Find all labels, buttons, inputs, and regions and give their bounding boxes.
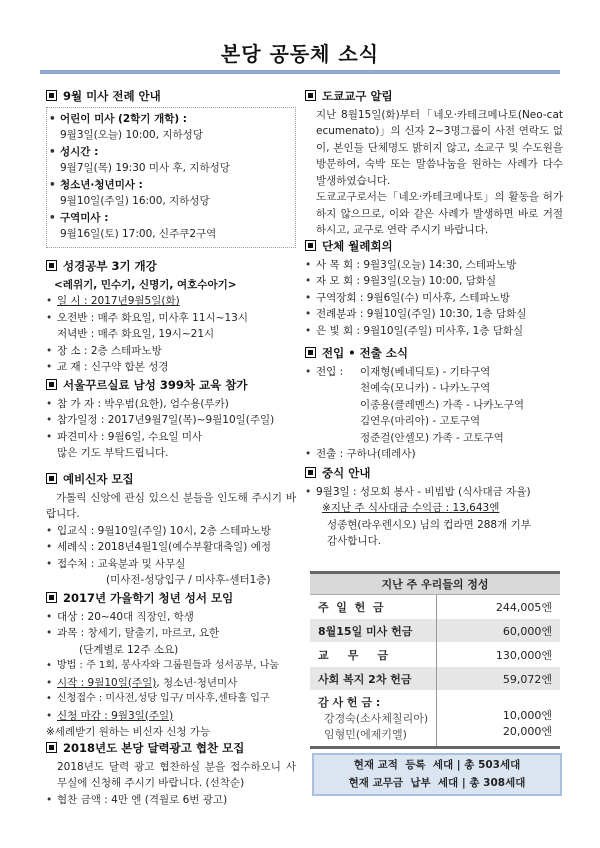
youth-item xyxy=(46,691,296,708)
offering-row xyxy=(310,667,560,691)
mass-item-detail: 9월16일(토) 17:00, 신주쿠2구역 xyxy=(60,228,217,240)
section-tokyo-notice xyxy=(305,88,563,239)
offering-label: 8월15일 미사 헌금 xyxy=(310,619,437,643)
thanks-offering-values xyxy=(437,691,560,748)
transfer-in: • 전입 : 이재형(베네딕토) - 기타구역 xyxy=(305,364,563,381)
heading-text: 9월 미사 전례 안내 xyxy=(63,89,161,103)
transfer-entry: 이종용(클레멘스) 가족 - 나카노구역 xyxy=(360,398,524,411)
item-label: 오전반 xyxy=(57,311,88,324)
mass-item-detail: 9월10일(주일) 16:00, 지하성당 xyxy=(60,195,210,207)
square-bullet-icon xyxy=(46,592,57,603)
catechumen-item xyxy=(46,539,296,556)
mass-box xyxy=(46,107,296,248)
item-value: : 창세기, 탈출기, 마르코, 요한 xyxy=(80,627,220,639)
offerings-title: 지난 주 우리들의 정성 xyxy=(310,573,560,595)
household-count-box xyxy=(312,753,562,796)
item-value: : 9월10일(주일) xyxy=(80,676,157,689)
section-bible-study xyxy=(46,258,296,376)
item-label: 신청 마감 xyxy=(57,709,101,722)
transfer-entry: 김연우(마리아) - 고토구역 xyxy=(360,415,481,427)
registered-households: 현재 교적 등록 세대 | 총 503세대 xyxy=(353,759,521,771)
item-label: 은 빛 회 xyxy=(316,324,354,337)
calendar-text: 2018년도 달력 광고 협찬하실 분을 접수하오니 사무실에 신청해 주시기 바랍니다. (선착순) xyxy=(57,760,296,789)
offering-label: 교 무 금 xyxy=(310,643,437,667)
heading-text: 예비신자 모집 xyxy=(63,472,134,486)
mass-item-label: • 청소년·청년미사 : xyxy=(49,177,291,194)
heading-text: 도쿄교구 알림 xyxy=(322,89,393,103)
meeting-item xyxy=(305,273,563,290)
square-bullet-icon xyxy=(305,467,316,478)
square-bullet-icon xyxy=(46,379,57,390)
tokyo-text-1: 지난 8월15일(화)부터「네오·카테크메나토(Neo-catecumenato)」의 신자 2~3명그룹이 사전 연락도 없이, 본인들 단체명도 밝히지 않고, 소교구 및 수도원을 방문하여, 숙박 또는 말씀나눔을 원하는 사례가 다수 발생하였습니다. xyxy=(316,108,563,187)
cursillo-note: 많은 기도 부탁드립니다. xyxy=(57,447,169,459)
section-catechumen xyxy=(46,471,296,589)
mass-item-label: • 어린이 미사 (2학기 개학) : xyxy=(49,111,291,128)
item-value: : 20~40대 직장인, 학생 xyxy=(80,610,194,623)
calendar-item: • 협찬 금액 : 4만 엔 (격월로 6번 광고) xyxy=(46,792,296,809)
bible-item xyxy=(46,310,296,327)
square-bullet-icon xyxy=(46,473,57,484)
mass-item-detail: 9월3일(오늘) 10:00, 지하성당 xyxy=(60,129,203,141)
item-label: 파견미사 xyxy=(57,430,98,443)
section-calendar-ad xyxy=(46,740,296,808)
item-label: 자 모 회 xyxy=(316,275,354,287)
item-label: 시작 xyxy=(57,676,78,689)
item-value: : 9월6일(수) 미사후, 스테파노방 xyxy=(359,291,510,304)
youth-item xyxy=(46,658,296,675)
mass-item-label: • 구역미사 : xyxy=(49,210,291,227)
item-label: 참가일정 xyxy=(57,414,98,426)
offering-value: 60,000엔 xyxy=(437,619,560,643)
meeting-item xyxy=(305,290,563,307)
catechumen-intro: 가톨릭 신앙에 관심 있으신 분들을 인도해 주시기 바랍니다. xyxy=(46,491,296,520)
item-label: 참 가 자 xyxy=(57,397,95,410)
item-label: 입교식 xyxy=(57,524,88,537)
bible-item xyxy=(46,293,296,310)
offerings-table xyxy=(310,571,560,749)
item-value: : 9월3일(오늘) 14:30, 스테파노방 xyxy=(356,258,517,271)
catechumen-item-cont: (미사전-성당입구 / 미사후-센터1층) xyxy=(106,574,271,586)
section-heading xyxy=(46,590,296,607)
item-label: 장 소 xyxy=(57,344,81,357)
meeting-item xyxy=(305,323,563,340)
item-value: : 9월6일, 수요일 미사 xyxy=(100,430,203,443)
paying-households: 현재 교무금 납부 세대 | 총 308세대 xyxy=(348,777,526,789)
donor-name: 강경숙(소사체칠리아) xyxy=(324,712,429,725)
item-label: 방법 xyxy=(57,660,77,671)
thanks-offering-cell xyxy=(310,691,437,748)
heading-text: 2017년 가을학기 청년 성서 모임 xyxy=(63,591,234,605)
item-label: 구역장회 xyxy=(316,291,357,304)
donor-name: 임형민(에제키엘) xyxy=(324,728,407,741)
cursillo-item xyxy=(46,429,296,446)
youth-item xyxy=(46,708,296,725)
item-label: 저녁반 xyxy=(57,328,88,340)
transfer-entry: 이재형(베네딕토) - 기타구역 xyxy=(360,365,491,378)
item-label: 일 시 xyxy=(57,295,81,307)
title-divider xyxy=(40,70,560,74)
item-value: : 박우범(요한), 엄수용(루카) xyxy=(97,397,229,410)
mass-item-detail: 9월7일(목) 19:30 미사 후, 지하성당 xyxy=(60,162,230,174)
item-label: 전입 xyxy=(316,365,337,378)
item-label: 접수처 xyxy=(57,557,88,570)
item-extra: , 청소년·청년미사 xyxy=(156,676,238,689)
heading-text: 전입 • 전출 소식 xyxy=(322,346,409,360)
transfer-entry: 정준걸(안셀모) 가족 - 고토구역 xyxy=(360,431,504,444)
section-mass-schedule xyxy=(46,88,296,248)
offering-row xyxy=(310,619,560,643)
item-label: 신청접수 xyxy=(57,693,96,704)
item-value: : 9월3일(오늘) 10:00, 담화실 xyxy=(356,275,497,287)
youth-item xyxy=(46,609,296,626)
transfer-out: • 전출 : 구하나(데레사) xyxy=(305,446,563,463)
item-value: : 9월3일(주일) xyxy=(104,709,174,722)
bible-item xyxy=(46,343,296,360)
section-meetings xyxy=(305,238,563,339)
item-value: : 2017년9월7일(목)~9월10일(주일) xyxy=(100,414,275,426)
square-bullet-icon xyxy=(46,260,57,271)
square-bullet-icon xyxy=(305,347,316,358)
heading-text: 중식 안내 xyxy=(322,466,371,480)
bible-item xyxy=(46,326,296,343)
offering-label: 사회 복지 2차 헌금 xyxy=(310,667,437,691)
heading-text: 단체 월례회의 xyxy=(322,239,393,253)
section-heading xyxy=(305,238,563,255)
item-value: : 성모회 봉사 - 비빔밥 (식사대금 자율) xyxy=(353,485,531,498)
section-heading xyxy=(46,471,296,488)
item-value: : 9월10일(주일) 10:30, 1층 담화실 xyxy=(359,308,527,320)
item-value: : 신구약 합본 성경 xyxy=(83,361,169,373)
meeting-item xyxy=(305,306,563,323)
bible-item xyxy=(46,359,296,376)
page-title: 본당 공동체 소식 xyxy=(220,42,380,66)
youth-course-cont: (단계별로 12주 소요) xyxy=(79,643,179,656)
mass-item-label: • 성시간 : xyxy=(49,144,291,161)
item-value: : 매주 화요일, 미사후 11시~13시 xyxy=(90,311,248,324)
tokyo-text-2: 도쿄교구로서는「네오·카테크메나토」의 활동을 허가하지 않으므로, 이와 같은 사례가 발생하면 바로 거절하시고, 교구로 연락 주시기 바랍니다. xyxy=(316,191,563,236)
bible-subtitle: <레위기, 민수기, 신명기, 여호수아기> xyxy=(54,278,237,291)
item-label: 세례식 xyxy=(57,541,88,553)
section-heading xyxy=(305,88,563,105)
item-value: : 2017년9월5일(화) xyxy=(83,295,180,307)
section-heading xyxy=(46,258,296,275)
section-heading xyxy=(46,377,296,394)
youth-note: ※세례받기 원하는 비신자 신청 가능 xyxy=(46,726,211,738)
section-heading xyxy=(46,740,296,757)
item-label: 9월3일 xyxy=(316,485,350,498)
item-label: 전출 xyxy=(316,448,337,460)
youth-item xyxy=(46,675,296,692)
section-heading xyxy=(46,88,296,105)
cursillo-item xyxy=(46,396,296,413)
offering-value: 130,000엔 xyxy=(495,648,552,662)
cursillo-item xyxy=(46,412,296,429)
item-label: 교 재 xyxy=(57,361,81,373)
transfer-entry: 구하나(데레사) xyxy=(346,448,416,460)
item-value: : 9월10일(주일) 미사후, 1층 담화실 xyxy=(356,324,524,337)
thanks-offering-label: 감 사 헌 금 : xyxy=(318,696,381,709)
donor-value: 10,000엔 xyxy=(502,709,552,722)
section-transfer xyxy=(305,345,563,463)
transfer-entry: 천예숙(모니카) - 나카노구역 xyxy=(360,382,491,394)
section-lunch xyxy=(305,465,563,550)
heading-text: 2018년도 본당 달력광고 협찬 모집 xyxy=(63,741,245,755)
item-value: : 2018년4월1일(예수부활대축일) 예정 xyxy=(90,541,271,553)
donor-value: 20,000엔 xyxy=(502,725,552,738)
heading-text: 성경공부 3기 개강 xyxy=(63,259,157,273)
section-youth-bible xyxy=(46,590,296,741)
meeting-item xyxy=(305,257,563,274)
lunch-item xyxy=(305,484,563,501)
offering-value: 244,005엔 xyxy=(495,600,552,614)
square-bullet-icon xyxy=(46,90,57,101)
section-heading xyxy=(305,465,563,482)
square-bullet-icon xyxy=(305,240,316,251)
item-value: : 교육분과 및 사무실 xyxy=(90,557,186,570)
lunch-thanks: 성종현(라우렌시오) 님의 컵라면 288개 기부 감사합니다. xyxy=(327,518,531,547)
item-value: : 미사전,성당 입구/ 미사후,센타홀 입구 xyxy=(98,693,270,704)
youth-item xyxy=(46,625,296,642)
offering-row xyxy=(310,643,560,667)
catechumen-item xyxy=(46,523,296,540)
thanks-offering-row xyxy=(310,691,560,748)
section-heading xyxy=(305,345,563,362)
item-label: 대상 xyxy=(57,610,78,623)
offering-value: 59,072엔 xyxy=(437,667,560,691)
offering-label: 주 일 헌 금 xyxy=(310,595,437,619)
item-label: 사 목 회 xyxy=(316,258,354,271)
item-label: 과목 xyxy=(57,627,78,639)
square-bullet-icon xyxy=(305,90,316,101)
offering-row xyxy=(310,595,560,619)
heading-text: 서울꾸르실료 남성 399차 교육 참가 xyxy=(63,378,248,392)
item-label: 전례분과 xyxy=(316,308,357,320)
catechumen-item xyxy=(46,556,296,573)
item-value: : 매주 화요일, 19시~21시 xyxy=(90,328,215,340)
section-cursillo xyxy=(46,377,296,462)
lunch-income: ※지난 주 식사대금 수익금 : 13,643엔 xyxy=(322,502,500,514)
item-value: : 9월10일(주일) 10시, 2층 스테파노방 xyxy=(90,524,271,537)
square-bullet-icon xyxy=(46,742,57,753)
item-value: : 2층 스테파노방 xyxy=(83,344,162,357)
item-value: : 주 1회, 봉사자와 그룹원들과 성서공부, 나눔 xyxy=(79,660,279,671)
